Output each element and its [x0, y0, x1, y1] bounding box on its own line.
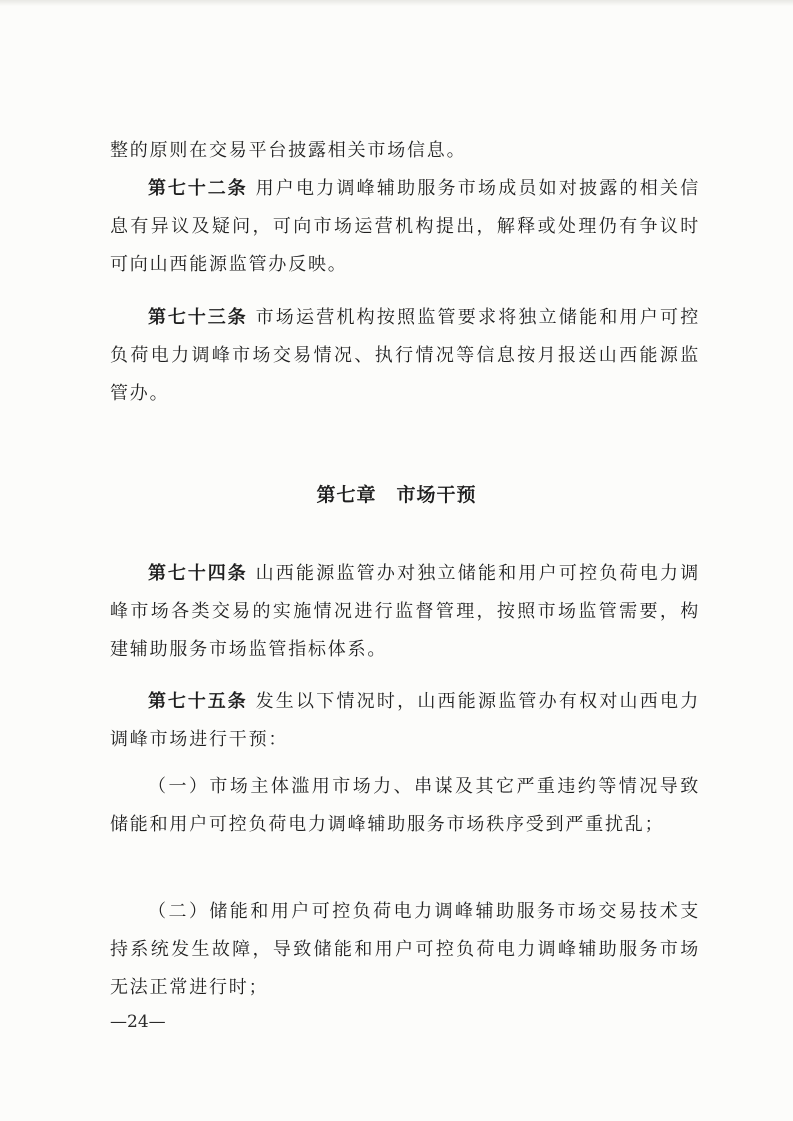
article-text: 用户电力调峰辅助服务市场成员如对披露的相关信息有异议及疑问，可向市场运营机构提出，解释或处理仍有争议时可向山西能源监管办反映。 [110, 178, 700, 275]
article-text: 发生以下情况时，山西能源监管办有权对山西电力调峰市场进行干预： [110, 691, 700, 750]
article-text: 市场运营机构按照监管要求将独立储能和用户可控负荷电力调峰市场交易情况、执行情况等信息按月报送山西能源监管办。 [110, 307, 700, 404]
article-73 [110, 299, 700, 413]
scan-shadow [0, 0, 793, 6]
article-number: 第七十五条 [148, 691, 248, 712]
list-item-text: （二）储能和用户可控负荷电力调峰辅助服务市场交易技术支持系统发生故障，导致储能和用户可控负荷电力调峰辅助服务市场无法正常进行时； [110, 901, 700, 998]
article-text: 山西能源监管办对独立储能和用户可控负荷电力调峰市场各类交易的实施情况进行监督管理，按照市场监管需要，构建辅助服务市场监管指标体系。 [110, 563, 700, 660]
list-item-2 [110, 893, 700, 1007]
page-number: —24— [110, 1012, 166, 1032]
article-74 [110, 555, 700, 669]
continuation-paragraph [110, 132, 700, 170]
article-number: 第七十二条 [148, 178, 248, 199]
continuation-text: 整的原则在交易平台披露相关市场信息。 [110, 140, 467, 161]
article-75 [110, 683, 700, 759]
list-item-text: （一）市场主体滥用市场力、串谋及其它严重违约等情况导致储能和用户可控负荷电力调峰辅助服务市场秩序受到严重扰乱； [110, 776, 700, 835]
chapter-heading: 第七章 市场干预 [316, 484, 477, 506]
article-number: 第七十四条 [148, 563, 248, 584]
list-item-1 [110, 768, 700, 844]
article-number: 第七十三条 [148, 307, 248, 328]
article-72 [110, 170, 700, 284]
